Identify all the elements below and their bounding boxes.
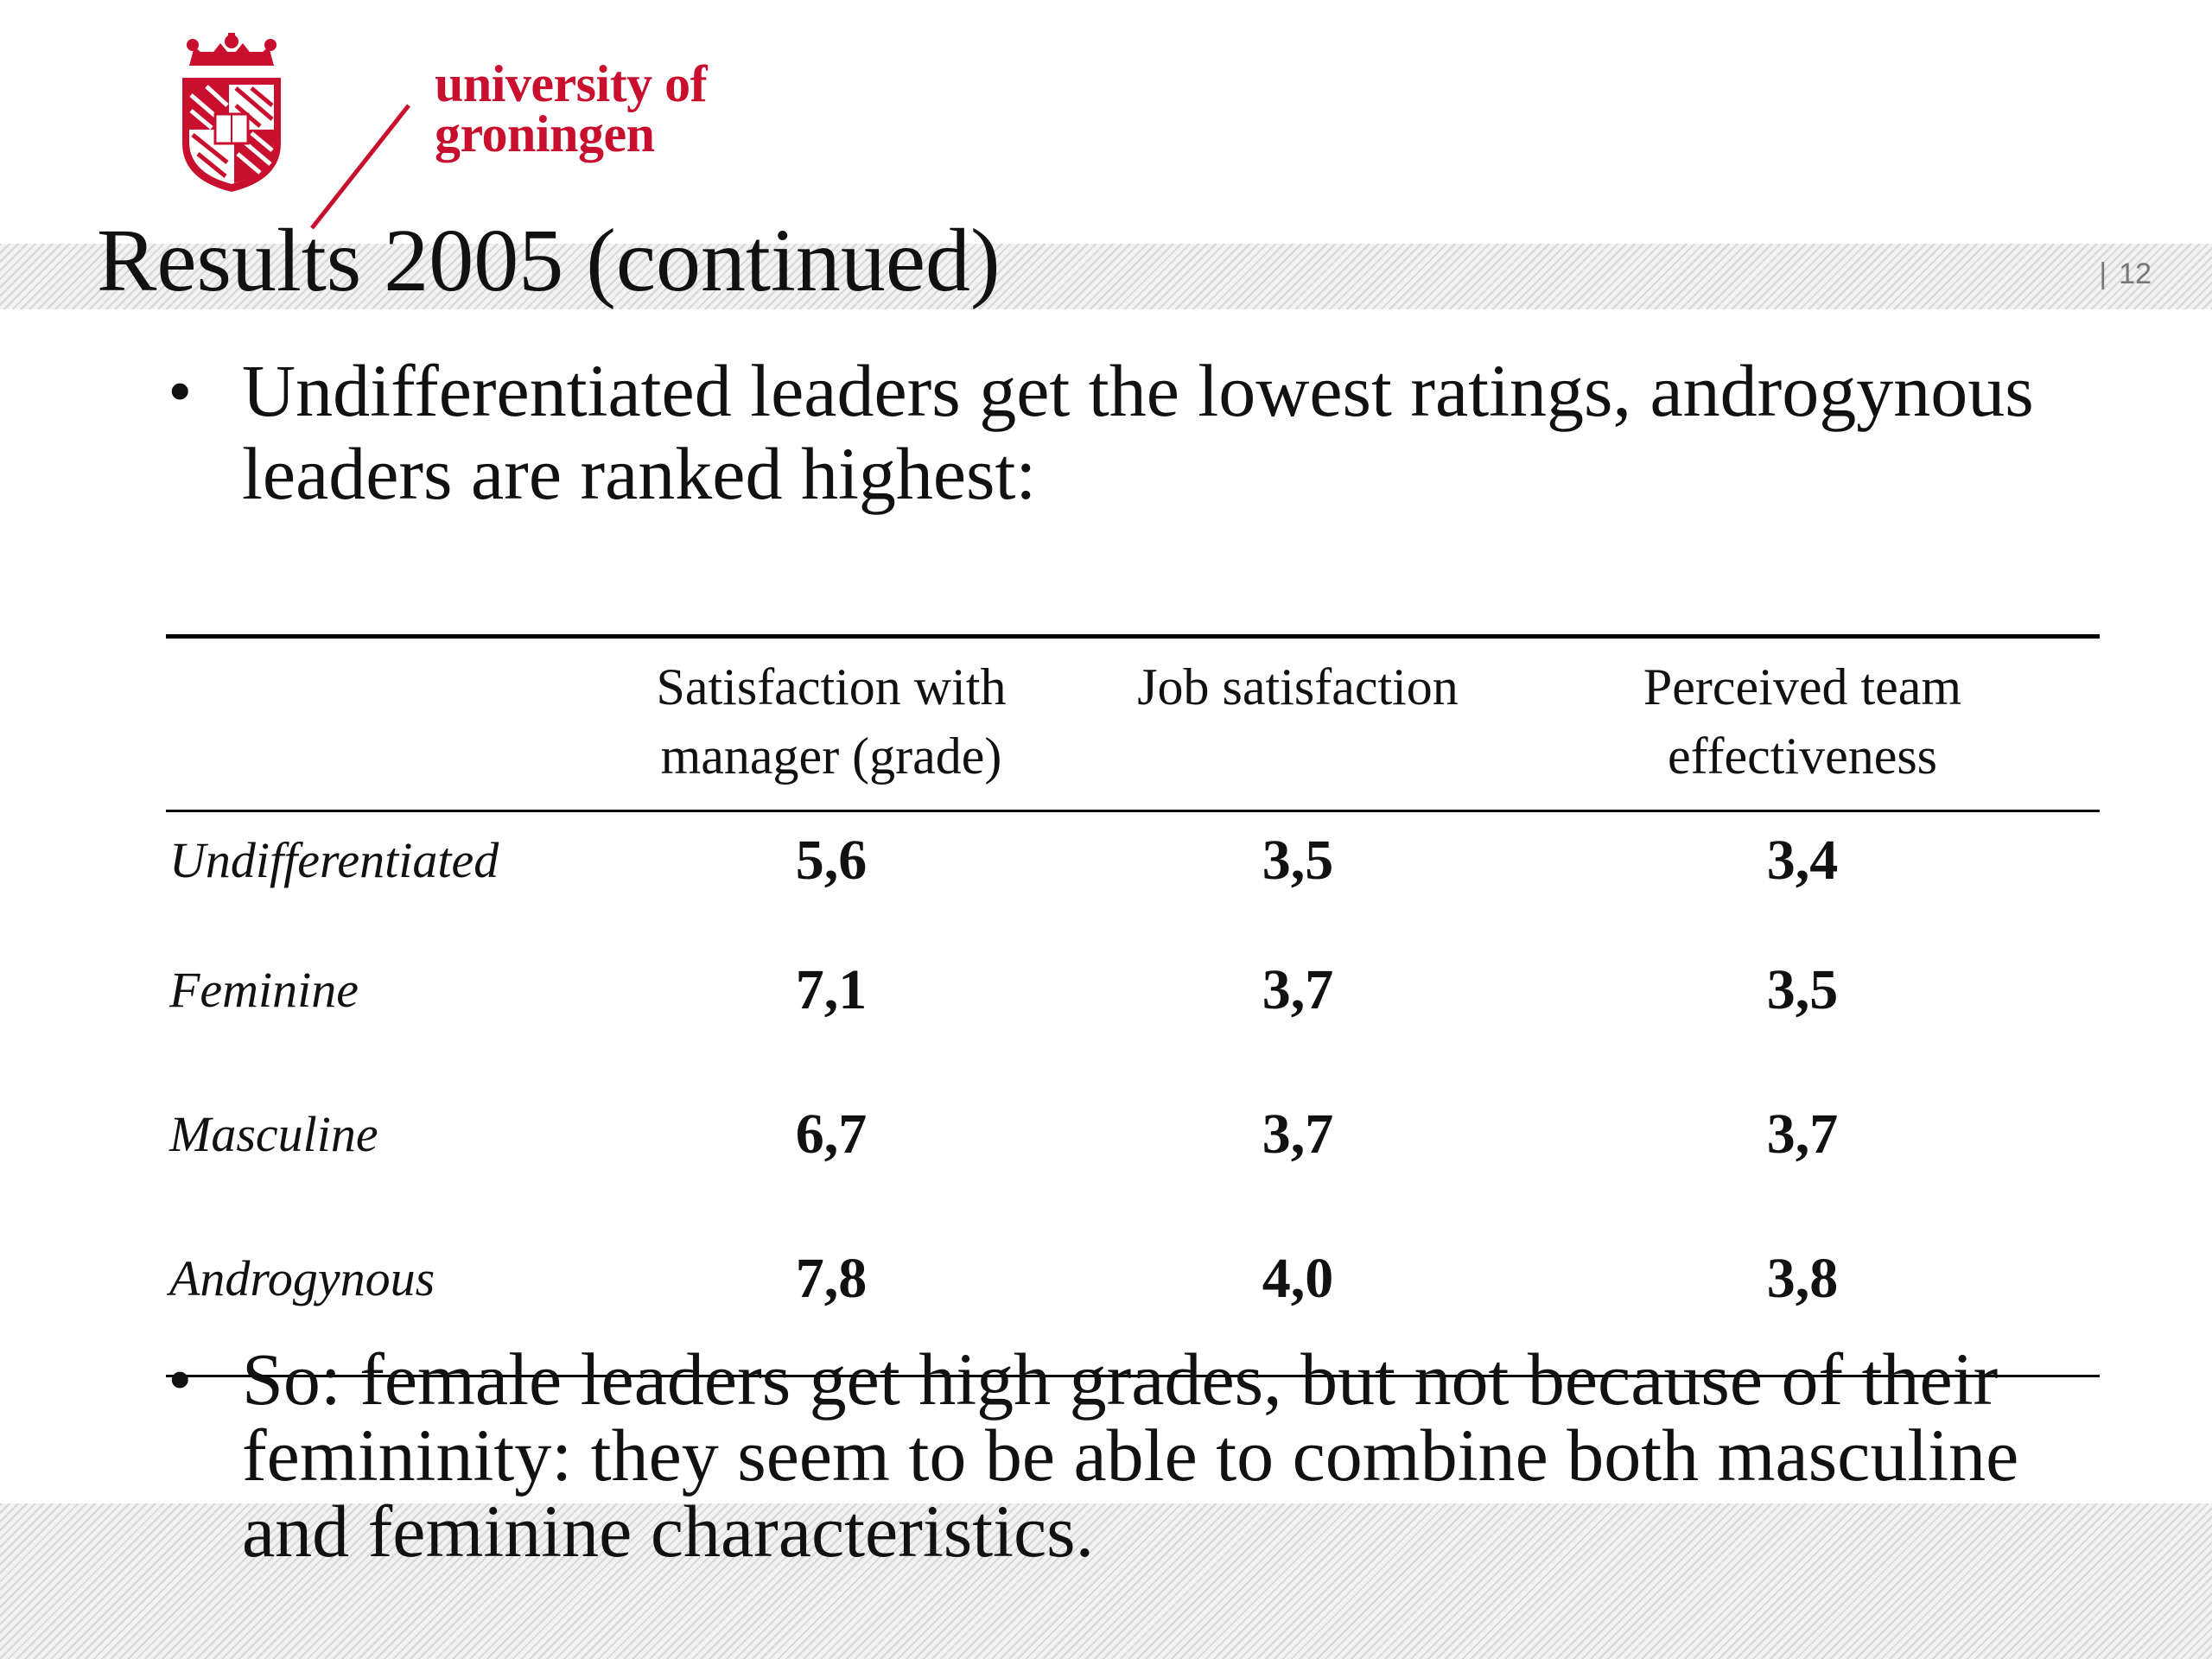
table-cell: 3,4 [1766,829,1839,892]
table-cell: 3,5 [1262,829,1334,892]
table-cell: 5,6 [795,829,868,892]
table-header-cell [166,637,572,811]
table-cell: 3,7 [1766,1103,1839,1166]
table-cell: 7,1 [795,958,868,1021]
logo-line-1: university of [435,55,708,112]
bullet-item [169,349,2113,515]
page-number [2099,257,2152,291]
table-row [166,1086,2100,1230]
page-number-value: 12 [2119,257,2152,290]
bullet-dot-icon: • [169,1345,191,1413]
results-table [166,634,2100,1377]
table-header-row [166,637,2100,811]
logo-line-2: groningen [435,105,655,162]
table-cell: 3,7 [1262,1103,1334,1166]
row-label: Masculine [169,1106,378,1162]
table-header-cell: Satisfaction with manager (grade) [656,658,1007,785]
row-label: Feminine [169,962,359,1018]
table-header-cell: Perceived team effectiveness [1643,658,1962,785]
bullet-text: Undifferentiated leaders get the lowest ratings, androgynous leaders are ranked highest: [242,349,2034,515]
row-label: Undifferentiated [169,832,499,888]
table-cell: 3,8 [1766,1247,1839,1310]
table-cell: 7,8 [795,1247,868,1310]
table-cell: 4,0 [1262,1247,1334,1310]
page-number-divider: | [2099,257,2107,290]
bullet-dot-icon: • [169,357,191,424]
table-cell: 3,7 [1262,958,1334,1021]
bullet-item [169,1338,2113,1573]
row-label: Androgynous [169,1250,435,1306]
slide-title: Results 2005 (continued) [97,211,1001,310]
logo-wordmark [435,55,708,162]
table-cell: 6,7 [795,1103,868,1166]
table-row [166,811,2100,943]
table-header-cell: Job satisfaction [1137,658,1459,715]
table-row [166,942,2100,1086]
university-logo [177,33,782,206]
university-crest-icon [177,33,285,194]
bullet-text: So: female leaders get high grades, but not because of their femininity: they seem to be able to combine both masculine and feminine characteristics. [242,1338,2019,1573]
table-cell: 3,5 [1766,958,1839,1021]
